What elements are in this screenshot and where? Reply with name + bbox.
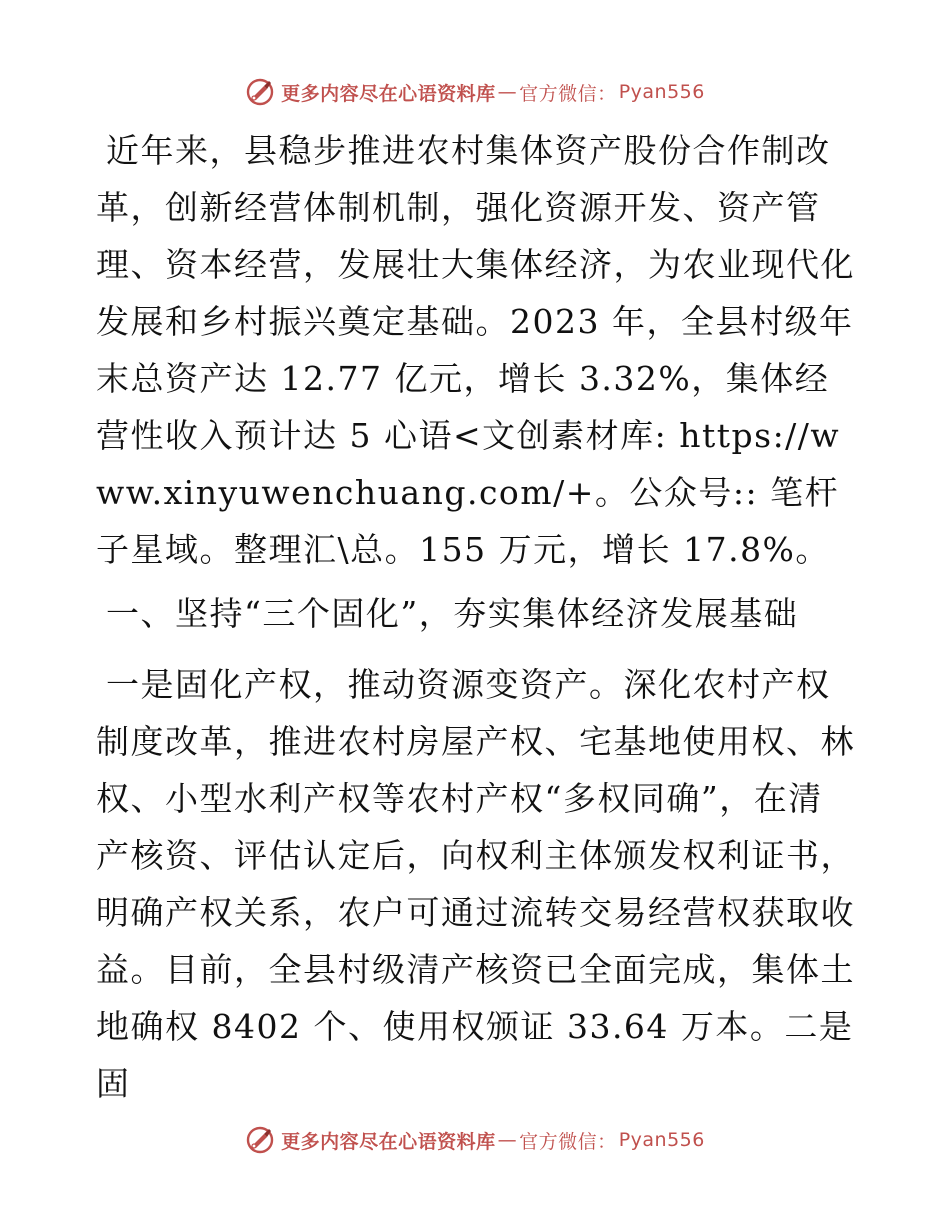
brand-logo-icon bbox=[245, 77, 275, 107]
banner-wechat-label: 官方微信： bbox=[519, 1130, 617, 1153]
banner-wechat-handle: Pyan556 bbox=[618, 1129, 705, 1151]
body-paragraph: 近年来，县稳步推进农村集体资产股份合作制改革，创新经营体制机制，强化资源开发、资产管理、资本经营，发展壮大集体经济，为农业现代化发展和乡村振兴奠定基础。2023 年，全县村级年末总资产达 12.77 亿元，增长 3.32%，集体经营性收入预计达 5 心语<文创素材库: https://www.xinyuwenchuang.com/+。公众号:: 笔杆子星域。整理汇\总。155 万元，增长 17.8%。 bbox=[96, 131, 855, 569]
banner-wechat-handle: Pyan556 bbox=[618, 81, 705, 103]
banner-separator: — bbox=[497, 81, 518, 103]
footer-watermark bbox=[0, 1120, 950, 1160]
body-paragraph: 一是固化产权，推动资源变资产。深化农村产权制度改革，推进农村房屋产权、宅基地使用权、林权、小型水利产权等农村产权“多权同确”，在清产核资、评估认定后，向权利主体颁发权利证书，明确产权关系，农户可通过流转交易经营权获取收益。目前，全县村级清产核资已全面完成，集体土地确权 8402 个、使用权颁证 33.64 万本。二是固 bbox=[96, 665, 855, 1103]
section-heading: 一、坚持“三个固化”，夯实集体经济发展基础 bbox=[106, 594, 799, 633]
banner-label: 更多内容尽在心语资料库 bbox=[281, 1130, 496, 1153]
banner-separator: — bbox=[497, 1129, 518, 1151]
header-watermark bbox=[0, 72, 950, 112]
banner-wechat-label: 官方微信： bbox=[519, 82, 617, 105]
brand-logo-icon bbox=[245, 1125, 275, 1155]
document-body bbox=[96, 122, 856, 1112]
banner-label: 更多内容尽在心语资料库 bbox=[281, 82, 496, 105]
